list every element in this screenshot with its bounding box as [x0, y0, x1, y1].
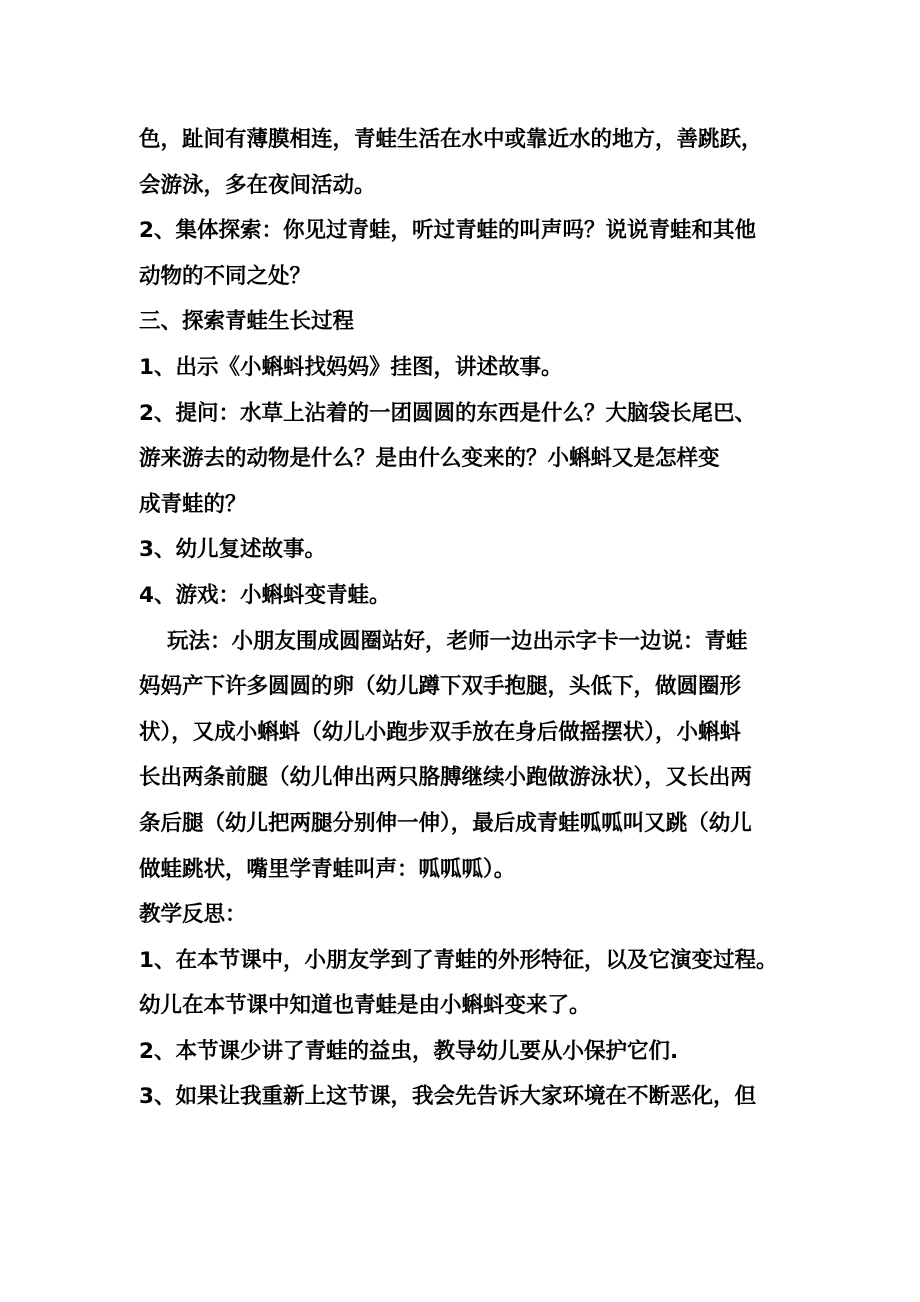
text-line: 会游泳，多在夜间活动。: [139, 172, 376, 198]
text-line: 2、本节课少讲了青蛙的益虫，教导幼儿要从小保护它们.: [139, 1038, 679, 1064]
text-line: 游来游去的动物是什么？是由什么变来的？小蝌蚪又是怎样变: [139, 446, 720, 472]
text-line: 长出两条前腿（幼儿伸出两只胳膊继续小跑做游泳状），又长出两: [139, 765, 752, 791]
text-line: 3、如果让我重新上这节课，我会先告诉大家环境在不断恶化，但: [139, 1084, 756, 1110]
text-line: 1、在本节课中，小朋友学到了青蛙的外形特征，以及它演变过程。: [139, 947, 778, 973]
section-heading: 三、探索青蛙生长过程: [139, 309, 355, 335]
text-line: 玩法：小朋友围成圆圈站好，老师一边出示字卡一边说：青蛙: [167, 628, 748, 654]
text-line: 色，趾间有薄膜相连，青蛙生活在水中或靠近水的地方，善跳跃，: [139, 127, 763, 152]
text-line: 幼儿在本节课中知道也青蛙是由小蝌蚪变来了。: [139, 993, 591, 1019]
text-line: 4、游戏：小蝌蚪变青蛙。: [139, 582, 391, 608]
text-line: 1、出示《小蝌蚪找妈妈》挂图，讲述故事。: [139, 354, 563, 380]
text-line: 2、提问：水草上沾着的一团圆圆的东西是什么？大脑袋长尾巴、: [139, 400, 756, 426]
text-line: 动物的不同之处？: [139, 263, 312, 289]
text-line: 状），又成小蝌蚪（幼儿小跑步双手放在身后做摇摆状），小蝌蚪: [139, 719, 742, 745]
text-line: 做蛙跳状，嘴里学青蛙叫声：呱呱呱）。: [139, 856, 516, 882]
text-line: 3、幼儿复述故事。: [139, 537, 326, 563]
text-line: 妈妈产下许多圆圆的卵（幼儿蹲下双手抱腿，头低下，做圆圈形: [139, 674, 742, 700]
text-line: 2、集体探索：你见过青蛙，听过青蛙的叫声吗？说说青蛙和其他: [139, 218, 756, 244]
text-line: 成青蛙的？: [139, 491, 247, 517]
document-body: [139, 117, 809, 1120]
section-heading: 教学反思：: [139, 902, 247, 928]
text-line: 条后腿（幼儿把两腿分别伸一伸），最后成青蛙呱呱叫又跳（幼儿: [139, 810, 752, 836]
